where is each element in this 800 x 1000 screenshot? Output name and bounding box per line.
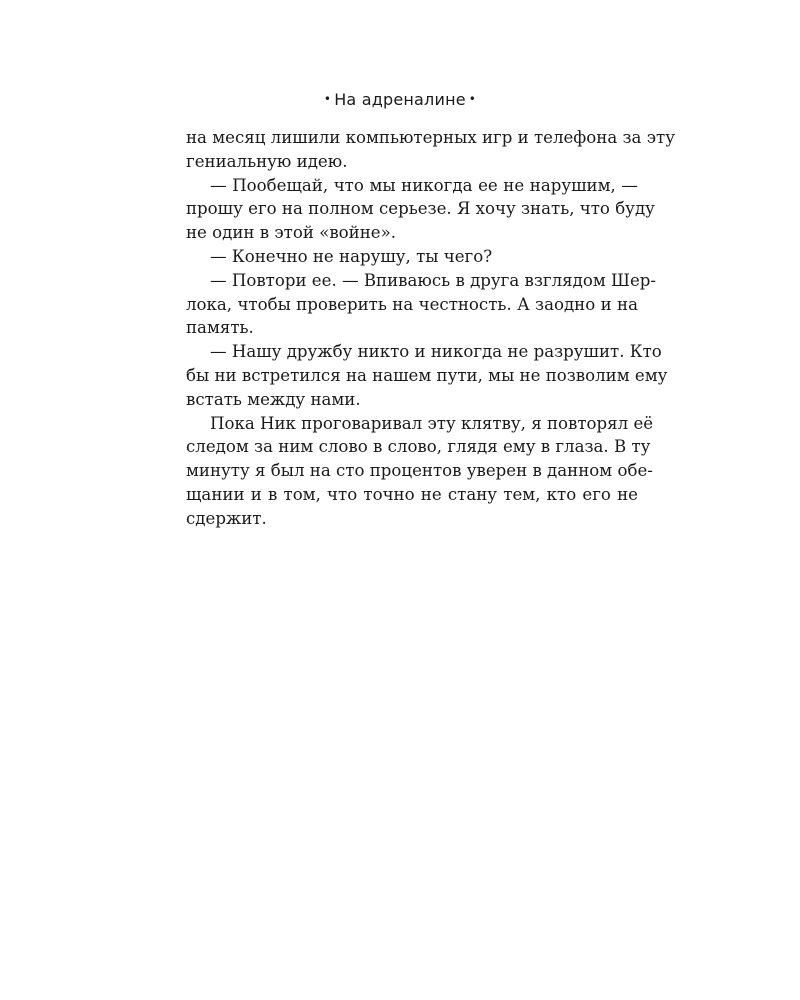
text-line: — Повтори ее. — Впиваюсь в друга взглядом Шер- [210,270,657,290]
text-line: не один в этой «войне». [186,223,397,243]
text-line: Пока Ник проговаривал эту клятву, я повторял её [210,413,654,433]
text-line: на месяц лишили компьютерных игр и телефона за эту [186,128,675,147]
text-line: гениальную идею. [186,151,348,171]
text-line: память. [186,318,254,338]
text-line: следом за ним слово в слово, глядя ему в глаза. В ту [186,437,651,457]
text-line: лока, чтобы проверить на честность. А заодно и на [186,294,638,314]
text-line: — Нашу дружбу никто и никогда не разрушит. Кто [210,342,662,362]
running-header [0,90,800,109]
header-title: На адреналине [334,90,466,109]
text-line: встать между нами. [186,389,361,409]
header-bullet-left: • [323,92,332,106]
body-text [186,126,675,531]
text-line: щании и в том, что точно не стану тем, кто его не [186,484,638,504]
text-line: минуту я был на сто процентов уверен в данном обе- [186,461,653,481]
text-line: прошу его на полном серьезе. Я хочу знать, что буду [186,199,655,219]
text-line: — Конечно не нарушу, ты чего? [210,246,493,266]
header-bullet-right: • [468,92,477,106]
text-line: — Пообещай, что мы никогда ее не нарушим, — [210,175,638,195]
text-line: бы ни встретился на нашем пути, мы не позволим ему [186,365,668,385]
text-line: сдержит. [186,508,267,528]
